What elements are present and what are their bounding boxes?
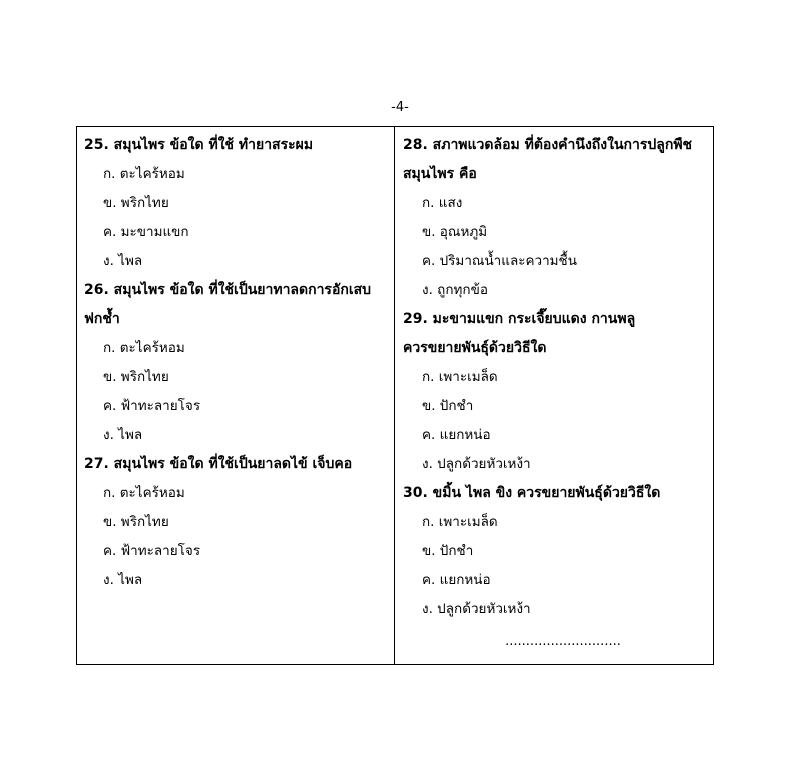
question-25-text: 25. สมุนไพร ข้อใด ที่ใช้ ทำยาสระผม — [84, 137, 314, 153]
question-26-option-d: ง. ไพล — [103, 427, 143, 443]
left-column — [77, 127, 395, 664]
question-26-option-a: ก. ตะไคร้หอม — [103, 340, 185, 356]
question-26-option-c: ค. ฟ้าทะลายโจร — [103, 398, 201, 414]
question-27-option-d: ง. ไพล — [103, 572, 143, 588]
question-30-text: 30. ขมิ้น ไพล ขิง ควรขยายพันธุ์ด้วยวิธีใด — [403, 485, 661, 501]
question-28-option-b: ข. อุณหภูมิ — [422, 224, 488, 240]
question-28-option-c: ค. ปริมาณน้ำและความชื้น — [422, 253, 577, 269]
question-table — [76, 126, 714, 665]
question-27-option-b: ข. พริกไทย — [103, 514, 169, 530]
question-28-option-d: ง. ถูกทุกข้อ — [422, 282, 488, 298]
end-marker-dots: ............................ — [505, 634, 621, 649]
question-27-option-c: ค. ฟ้าทะลายโจร — [103, 543, 201, 559]
right-column — [395, 127, 713, 664]
question-29-option-d: ง. ปลูกด้วยหัวเหง้า — [422, 456, 531, 472]
question-25-option-b: ข. พริกไทย — [103, 195, 169, 211]
question-30-option-b: ข. ปักชำ — [422, 543, 474, 559]
question-29-text-line-1: 29. มะขามแขก กระเจี๊ยบแดง กานพลู — [403, 311, 636, 327]
question-26-option-b: ข. พริกไทย — [103, 369, 169, 385]
question-30-option-d: ง. ปลูกด้วยหัวเหง้า — [422, 601, 531, 617]
page-number: -4- — [391, 100, 409, 115]
question-28-text-line-2: สมุนไพร คือ — [403, 166, 477, 182]
question-29-option-c: ค. แยกหน่อ — [422, 427, 491, 443]
question-25-option-d: ง. ไพล — [103, 253, 143, 269]
question-30-option-c: ค. แยกหน่อ — [422, 572, 491, 588]
question-26-text-line-1: 26. สมุนไพร ข้อใด ที่ใช้เป็นยาทาลดการอักเสบ — [84, 282, 372, 298]
question-27-text: 27. สมุนไพร ข้อใด ที่ใช้เป็นยาลดไข้ เจ็บคอ — [84, 456, 353, 472]
question-25-option-a: ก. ตะไคร้หอม — [103, 166, 185, 182]
question-28-text-line-1: 28. สภาพแวดล้อม ที่ต้องคำนึงถึงในการปลูกพืช — [403, 137, 693, 153]
question-29-option-b: ข. ปักชำ — [422, 398, 474, 414]
question-25-option-c: ค. มะขามแขก — [103, 224, 189, 240]
question-30-option-a: ก. เพาะเมล็ด — [422, 514, 498, 530]
question-27-option-a: ก. ตะไคร้หอม — [103, 485, 185, 501]
question-28-option-a: ก. แสง — [422, 195, 463, 211]
question-26-text-line-2: ฟกช้ำ — [84, 311, 120, 327]
question-29-option-a: ก. เพาะเมล็ด — [422, 369, 498, 385]
question-29-text-line-2: ควรขยายพันธุ์ด้วยวิธีใด — [403, 340, 547, 356]
